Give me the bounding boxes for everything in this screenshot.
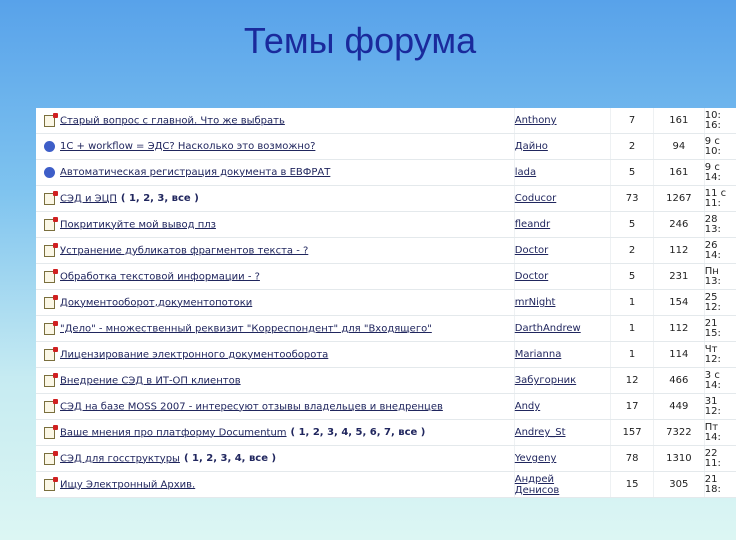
- topic-row[interactable]: [36, 264, 736, 290]
- author-cell: [514, 316, 611, 342]
- topic-pages-links[interactable]: ( 1, 2, 3, все ): [120, 193, 199, 204]
- views-count: 1267: [653, 186, 704, 212]
- topic-row[interactable]: [36, 238, 736, 264]
- last-post-time: 22 11:: [704, 446, 736, 472]
- replies-count: 157: [611, 420, 654, 446]
- topic-title-link[interactable]: Лицензирование электронного документооборота: [60, 349, 329, 360]
- topic-title-link[interactable]: "Дело" - множественный реквизит "Корреспондент" для "Входящего": [60, 323, 432, 334]
- last-post-time: 9 с 14:: [704, 160, 736, 186]
- author-cell: [514, 186, 611, 212]
- author-cell: [514, 446, 611, 472]
- author-cell: [514, 342, 611, 368]
- author-cell: [514, 472, 611, 498]
- author-link[interactable]: DarthAndrew: [514, 323, 581, 334]
- replies-count: 5: [611, 264, 654, 290]
- topic-row[interactable]: [36, 290, 736, 316]
- topic-row[interactable]: [36, 186, 736, 212]
- last-post-time: 21 18:: [704, 472, 736, 498]
- topic-icon: [44, 193, 55, 205]
- topic-cell: [36, 368, 514, 394]
- topic-title-link[interactable]: СЭД для госструктуры: [60, 453, 180, 464]
- views-count: 231: [653, 264, 704, 290]
- topic-row[interactable]: [36, 108, 736, 134]
- author-link[interactable]: mrNight: [514, 297, 556, 308]
- topic-cell: [36, 472, 514, 498]
- topics-table: [36, 108, 736, 498]
- views-count: 112: [653, 238, 704, 264]
- last-post-time: Пн 13:: [704, 264, 736, 290]
- topic-icon: [44, 271, 55, 283]
- topic-row[interactable]: [36, 446, 736, 472]
- views-count: 1310: [653, 446, 704, 472]
- replies-count: 15: [611, 472, 654, 498]
- author-cell: [514, 134, 611, 160]
- author-cell: [514, 160, 611, 186]
- topic-row[interactable]: [36, 316, 736, 342]
- author-link[interactable]: fleandr: [514, 219, 551, 230]
- topic-title-link[interactable]: Документооборот,документопотоки: [60, 297, 253, 308]
- author-link[interactable]: Cоducor: [514, 193, 557, 204]
- topic-title-link[interactable]: Обработка текстовой информации - ?: [60, 271, 260, 282]
- topic-title-link[interactable]: Автоматическая регистрация документа в ЕВФРАТ: [60, 166, 331, 178]
- topic-row[interactable]: [36, 472, 736, 498]
- author-link[interactable]: Doctor: [514, 245, 549, 256]
- topic-row[interactable]: [36, 394, 736, 420]
- last-post-time: 3 с 14:: [704, 368, 736, 394]
- topic-title-link[interactable]: Ищу Электронный Архив.: [60, 479, 196, 490]
- topic-cell: [36, 108, 514, 134]
- topic-row[interactable]: [36, 134, 736, 160]
- topic-title-link[interactable]: Старый вопрос с главной. Что же выбрать: [60, 115, 285, 126]
- author-cell: [514, 394, 611, 420]
- replies-count: 12: [611, 368, 654, 394]
- topic-icon: [44, 219, 55, 231]
- views-count: 449: [653, 394, 704, 420]
- views-count: 114: [653, 342, 704, 368]
- author-cell: [514, 108, 611, 134]
- topic-row[interactable]: [36, 342, 736, 368]
- author-link[interactable]: Andy: [514, 401, 541, 412]
- topic-icon: [44, 375, 55, 387]
- replies-count: 73: [611, 186, 654, 212]
- topic-icon: [44, 349, 55, 361]
- author-cell: [514, 238, 611, 264]
- topic-title-link[interactable]: Устранение дубликатов фрагментов текста - ?: [60, 245, 309, 256]
- views-count: 246: [653, 212, 704, 238]
- topic-cell: [36, 264, 514, 290]
- topic-pages-links[interactable]: ( 1, 2, 3, 4, все ): [183, 453, 277, 464]
- last-post-time: 31 12:: [704, 394, 736, 420]
- topic-cell: [36, 342, 514, 368]
- topic-row[interactable]: [36, 212, 736, 238]
- topic-title-link[interactable]: СЭД на базе MOSS 2007 - интересуют отзывы владельцев и внедренцев: [60, 401, 443, 412]
- topic-row[interactable]: [36, 368, 736, 394]
- topics-table-body: [36, 108, 736, 498]
- author-link[interactable]: Забугорник: [514, 375, 577, 386]
- replies-count: 2: [611, 238, 654, 264]
- replies-count: 7: [611, 108, 654, 134]
- forum-topics-panel: [36, 108, 727, 498]
- topic-cell: [36, 212, 514, 238]
- last-post-time: 10: 16:: [704, 108, 736, 134]
- topic-cell: [36, 238, 514, 264]
- replies-count: 5: [611, 212, 654, 238]
- author-cell: [514, 420, 611, 446]
- topic-icon: [44, 245, 55, 257]
- topic-icon: [44, 297, 55, 309]
- topic-pages-links[interactable]: ( 1, 2, 3, 4, 5, 6, 7, все ): [290, 427, 426, 438]
- topic-icon: [44, 427, 55, 439]
- topic-cell: [36, 316, 514, 342]
- views-count: 7322: [653, 420, 704, 446]
- topic-cell: [36, 186, 514, 212]
- last-post-time: Чт 12:: [704, 342, 736, 368]
- slide-title: Темы форума: [243, 20, 477, 61]
- replies-count: 1: [611, 342, 654, 368]
- topic-cell: [36, 290, 514, 316]
- author-cell: [514, 290, 611, 316]
- views-count: 161: [653, 108, 704, 134]
- last-post-time: 21 15:: [704, 316, 736, 342]
- topic-row[interactable]: [36, 420, 736, 446]
- topic-title-link[interactable]: Покритикуйте мой вывод плз: [60, 219, 216, 230]
- last-post-time: 26 14:: [704, 238, 736, 264]
- last-post-time: Пт 14:: [704, 420, 736, 446]
- author-link[interactable]: Anthony: [514, 115, 557, 126]
- replies-count: 1: [611, 316, 654, 342]
- views-count: 161: [653, 160, 704, 186]
- author-link[interactable]: Дайно: [514, 141, 548, 152]
- topic-cell: [36, 446, 514, 472]
- views-count: 112: [653, 316, 704, 342]
- topic-title-link[interactable]: 1С + workflow = ЭДС? Насколько это возможно?: [60, 140, 316, 152]
- last-post-time: 9 с 10:: [704, 134, 736, 160]
- replies-count: 5: [611, 160, 654, 186]
- author-link[interactable]: Andrey_St: [514, 427, 566, 438]
- topic-icon: [44, 401, 55, 413]
- author-cell: [514, 368, 611, 394]
- topic-title-link[interactable]: Ваше мнения про платформу Documentum: [60, 427, 287, 438]
- views-count: 154: [653, 290, 704, 316]
- topic-cell: [36, 394, 514, 420]
- author-link[interactable]: lada: [514, 167, 537, 178]
- topic-cell: [36, 420, 514, 446]
- views-count: 305: [653, 472, 704, 498]
- topic-icon: [44, 323, 55, 335]
- author-link[interactable]: Doctor: [514, 271, 549, 282]
- author-cell: [514, 212, 611, 238]
- author-cell: [514, 264, 611, 290]
- topic-icon: [44, 453, 55, 465]
- last-post-time: 11 с 11:: [704, 186, 736, 212]
- topic-title-link[interactable]: Внедрение СЭД в ИТ-ОП клиентов: [60, 375, 241, 386]
- replies-count: 78: [611, 446, 654, 472]
- replies-count: 1: [611, 290, 654, 316]
- author-link[interactable]: Marianna: [514, 349, 562, 360]
- hot-topic-icon: [44, 167, 55, 178]
- topic-cell: [36, 134, 514, 160]
- author-link[interactable]: Yevgeny: [514, 453, 557, 464]
- views-count: 94: [653, 134, 704, 160]
- views-count: 466: [653, 368, 704, 394]
- topic-title-link[interactable]: СЭД и ЭЦП: [60, 193, 117, 204]
- hot-topic-icon: [44, 141, 55, 152]
- topic-row[interactable]: [36, 160, 736, 186]
- last-post-time: 25 12:: [704, 290, 736, 316]
- topic-cell: [36, 160, 514, 186]
- replies-count: 17: [611, 394, 654, 420]
- last-post-time: 28 13:: [704, 212, 736, 238]
- topic-icon: [44, 479, 55, 491]
- topic-icon: [44, 115, 55, 127]
- author-link[interactable]: Андрей Денисов: [514, 473, 560, 496]
- replies-count: 2: [611, 134, 654, 160]
